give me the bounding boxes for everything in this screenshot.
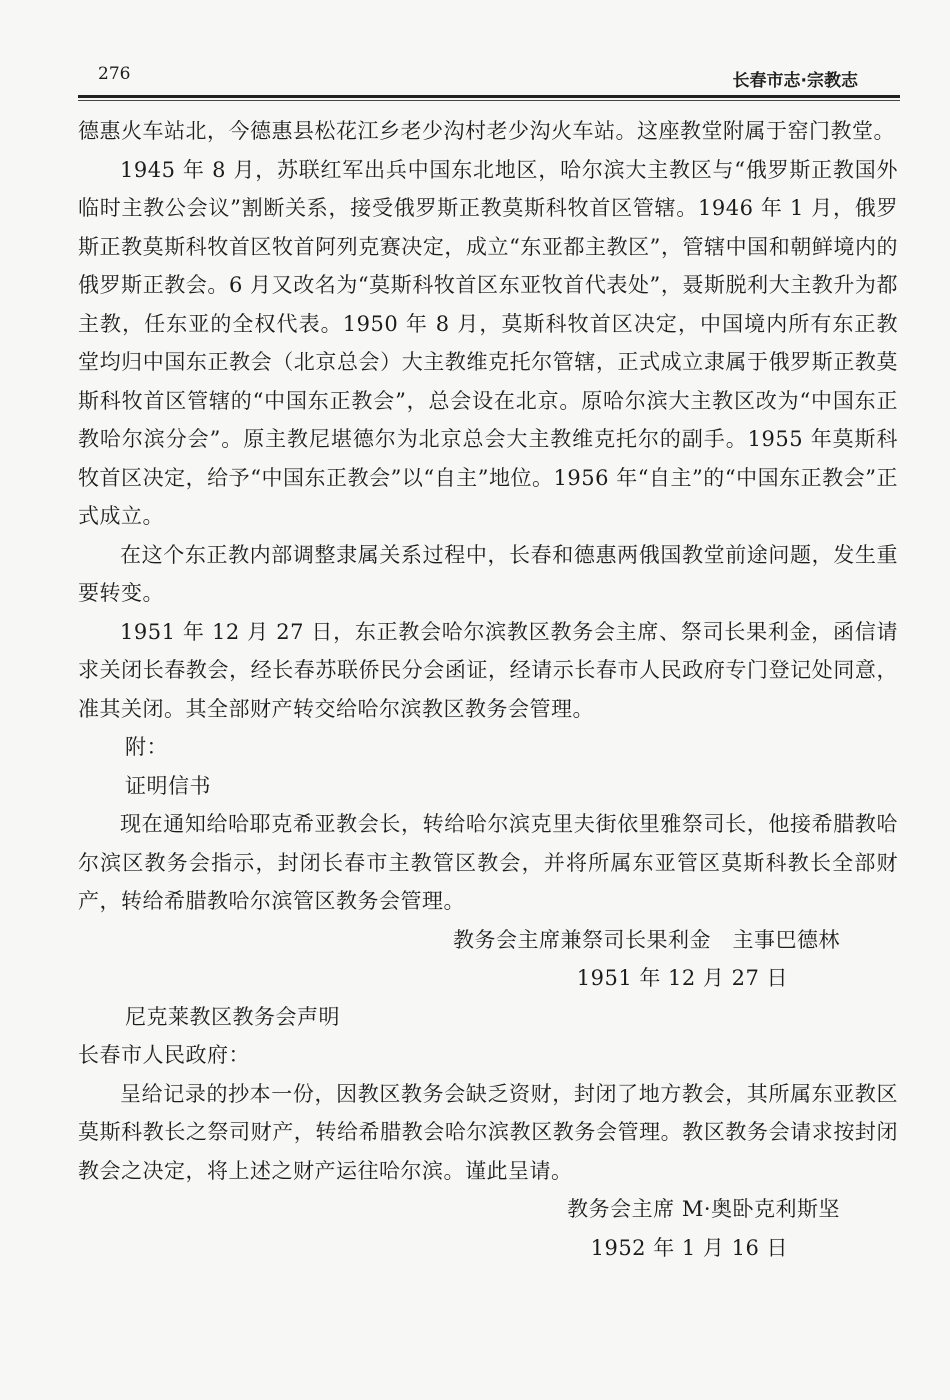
paragraph-transition: 在这个东正教内部调整隶属关系过程中，长春和德惠两俄国教堂前途问题，发生重要转变。 (78, 542, 898, 605)
appendix-label: 附： (125, 735, 168, 759)
body-text (78, 112, 898, 1267)
declaration-date: 1952 年 1 月 16 日 (590, 1235, 788, 1260)
certificate-signatory: 教务会主席兼祭司长果利金 主事巴德林 (453, 927, 840, 952)
certificate-date: 1951 年 12 月 27 日 (576, 966, 788, 990)
declaration-text: 呈给记录的抄本一份，因教区教务会缺乏资财，封闭了地方教会，其所属东亚教区莫斯科教长之祭司财产，转给希腊教会哈尔滨教区教务会管理。教区教务会请求按封闭教会之决定，将上述之财产运往哈尔滨。谨此呈请。 (78, 1081, 898, 1183)
declaration-salutation: 长春市人民政府： (78, 1043, 250, 1067)
running-title: 长春市志·宗教志 (732, 71, 858, 91)
declaration-signatory: 教务会主席 M·奥卧克利斯坚 (567, 1197, 840, 1221)
page-number: 276 (98, 64, 131, 84)
certificate-title: 证明信书 (125, 773, 211, 798)
paragraph-history: 1945 年 8 月，苏联红军出兵中国东北地区，哈尔滨大主教区与“俄罗斯正教国外临时主教公会议”割断关系，接受俄罗斯正教莫斯科牧首区管辖。1946 年 1 月，俄罗斯正教莫斯科牧首区牧首阿列克赛决定，成立“东亚都主教区”，管辖中国和朝鲜境内的俄罗斯正教会。6 月又改名为“莫斯科牧首区东亚牧首代表处”，聂斯脱利大主教升为都主教，任东亚的全权代表。1950 年 8 月，莫斯科牧首区决定，中国境内所有东正教堂均归中国东正教会（北京总会）大主教维克托尔管辖，正式成立隶属于俄罗斯正教莫斯科牧首区管辖的“中国东正教会”，总会设在北京。原哈尔滨大主教区改为“中国东正教哈尔滨分会”。原主教尼堪德尔为北京总会大主教维克托尔的副手。1955 年莫斯科牧首区决定，给予“中国东正教会”以“自主”地位。1956 年“自主”的“中国东正教会”正式成立。 (78, 157, 898, 528)
declaration-title: 尼克莱教区教务会声明 (125, 1004, 340, 1029)
paragraph-continuation: 德惠火车站北，今德惠县松花江乡老少沟村老少沟火车站。这座教堂附属于窑门教堂。 (78, 119, 895, 143)
header-rule-thick (78, 95, 900, 98)
paragraph-closure: 1951 年 12 月 27 日，东正教会哈尔滨教区教务会主席、祭司长果利金，函信请求关闭长春教会，经长春苏联侨民分会函证，经请示长春市人民政府专门登记处同意，准其关闭。其全部财产转交给哈尔滨教区教务会管理。 (78, 619, 898, 721)
header-rule-thin (78, 100, 900, 101)
page-header (78, 60, 898, 94)
certificate-text: 现在通知给哈耶克希亚教会长，转给哈尔滨克里夫街依里雅祭司长，他接希腊教哈尔滨区教务会指示，封闭长春市主教管区教会，并将所属东亚管区莫斯科教长全部财产，转给希腊教哈尔滨管区教务会管理。 (78, 812, 898, 913)
